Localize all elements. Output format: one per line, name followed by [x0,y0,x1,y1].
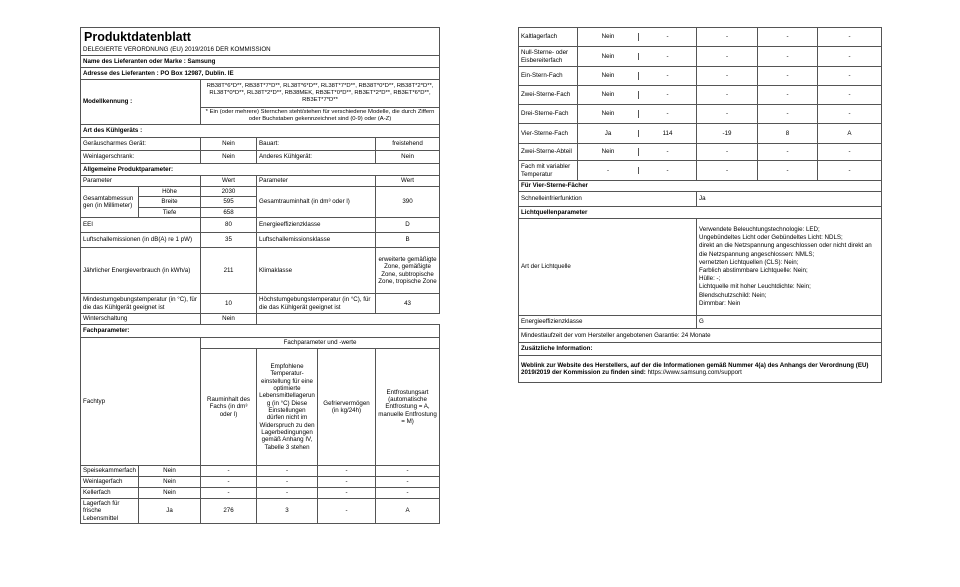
compartment-type: Speisekammerfach [81,466,139,477]
compartment-volume: - [666,72,669,80]
table-row [519,124,882,144]
compartment-temp: - [257,466,318,477]
compartment-freeze: - [318,477,376,488]
compartment-present: Nein [578,148,639,155]
noise-value: 35 [201,233,257,248]
light-header: Lichtquellenparameter [519,207,882,219]
model-note: * Ein (oder mehrere) Sternchen steht/stehen für verschiedene Modelle, die durch Ziffern oder Buchstaben gekennzeichnet sind (0-9) oder (A-Z) [201,108,440,125]
other-value: Nein [376,151,440,164]
compartment-freeze: - [758,47,818,67]
compartment-present: Nein [139,477,201,488]
energy-consumption-value: 211 [201,248,257,294]
compartment-defrost: - [376,466,440,477]
compartment-type: Vier-Sterne-Fach [519,124,578,144]
light-line: Lichtquelle mit hoher Leuchtdichte: Nein; [699,283,811,291]
light-line: Verwendete Beleuchtungstechnologie: LED; [699,226,820,234]
noise-label: Luftschallemissionen (in dB(A) re 1 pW) [81,233,201,248]
climate-value: erweiterte gemäßigte Zone, gemäßigte Zone, subtropische Zone, tropische Zone [376,248,440,294]
page-title: Produktdatenblatt [81,28,440,46]
compartment-volume: - [666,148,669,156]
depth-value: 658 [201,207,257,217]
value-col-header-2: Wert [376,176,440,187]
max-temp-value: 43 [376,294,440,314]
compartment-type: Ein-Stern-Fach [519,67,578,86]
compartment-freeze: - [758,144,818,161]
fast-freeze-value: Ja [697,192,882,207]
compartment-type-label: Fachtyp [81,338,201,466]
min-temp-value: 10 [201,294,257,314]
compartment-present: Nein [578,53,639,60]
compartment-volume: - [201,477,257,488]
type-header: Art des Kühlgeräts : [81,125,440,138]
compartment-freeze: - [318,488,376,499]
table-row [519,105,882,124]
width-value: 595 [201,197,257,207]
compartment-temp: -19 [697,124,758,144]
light-line: vernetzten Lichtquellen (CLS): Nein; [699,258,799,266]
compartment-freeze: - [758,86,818,105]
compartment-present: Nein [578,72,639,79]
compartment-defrost: - [818,86,882,105]
general-header: Allgemeine Produktparameter: [81,164,440,176]
table-row [519,28,882,47]
compartment-type: Kellerfach [81,488,139,499]
compartment-present: Nein [578,33,639,40]
supplier-address: Adresse des Lieferanten : PO Box 12987, Dublin. IE [81,68,440,80]
additional-header: Zusätzliche Information: [519,343,882,356]
compartment-temp: - [697,28,758,47]
compartment-temp: - [257,477,318,488]
table-row [519,86,882,105]
compartment-present: - [578,167,639,174]
height-label: Höhe [139,187,201,197]
compartment-defrost: - [818,144,882,161]
volume-label: Gesamtrauminhalt (in dm³ oder l) [257,187,376,218]
max-temp-label: Höchstumgebungstemperatur (in °C), für die das Kühlgerät geeignet ist [257,294,376,314]
compartment-params-header: Fachparameter und -werte [201,338,440,349]
dims-label: Gesamtabmessungen (in Millimeter) [81,187,139,218]
compartment-temp: - [697,144,758,161]
compartment-freeze: - [318,499,376,524]
winter-label: Winterschaltung [81,314,201,325]
compartment-volume: - [666,166,669,174]
compartment-header: Fachparameter: [81,325,440,338]
light-type-label: Art der Lichtquelle [519,219,697,316]
light-line: Blendschutzschild: Nein; [699,291,767,299]
right-datasheet-table [518,27,882,383]
model-ids: RB38T*6*D**, RB38T*7*D**, RL38T*6*D**, RL38T*7*D**, RB38T*0*D**, RB38T*2*D**, RL38T*0*D**, RL38T*2*D**, RB38MEK, RB3ET*0*D**, RB3ET*2*D**, RB3ET*6*D**, RB3ET*7*D** [201,80,440,108]
fast-freeze-label: Schnelleinfrierfunktion [519,192,697,207]
table-row [81,477,440,488]
model-label: Modellkennung : [81,80,201,125]
height-value: 2030 [201,187,257,197]
col-temp-header: Empfohlene Temperatur-einstellung für eine optimierte Lebensmittellagerung (in °C) Diese Einstellungen dürfen nicht im Widerspruch zu den Lagerbedingungen gemäß Anhang IV, Tabelle 3 stehen [257,349,318,466]
left-datasheet-table [80,27,440,524]
compartment-volume: - [201,488,257,499]
table-row [81,488,440,499]
compartment-volume: 276 [201,499,257,524]
compartment-present: Nein [139,466,201,477]
volume-value: 390 [376,187,440,218]
low-noise-label: Geräuscharmes Gerät: [81,138,201,151]
compartment-temp: - [697,161,758,181]
compartment-present: Ja [139,499,201,524]
regulation-subtitle: DELEGIERTE VERORDNUNG (EU) 2019/2016 DER KOMMISSION [81,46,440,56]
light-line: direkt an die Netzspannung angeschlossen oder nicht direkt an die Netzspannung angeschlossen: NMLS; [699,242,872,258]
compartment-type: Weinlagerfach [81,477,139,488]
col-defrost-header: Entfrostungsart (automatische Entfrostung = A, manuelle Entfrostung = M) [376,349,440,466]
weblink-text: Weblink zur Website des Herstellers, auf der die Informationen gemäß Nummer 4(a) des Anhangs der Verordnung (EU) 2019/2019 der Kommission zu finden sind: [521,361,869,376]
climate-label: Klimaklasse [257,248,376,294]
compartment-type: Kaltlagerfach [519,28,578,47]
light-class-value: G [697,316,882,329]
col-volume-header: Rauminhalt des Fachs (in dm³ oder l) [201,349,257,466]
width-label: Breite [139,197,201,207]
noise-class-value: B [376,233,440,248]
compartment-freeze: - [758,28,818,47]
compartment-present: Ja [578,130,639,137]
design-label: Bauart: [257,138,376,151]
other-label: Anderes Kühlgerät: [257,151,376,164]
compartment-defrost: - [818,28,882,47]
noise-class-label: Luftschallemissionsklasse [257,233,376,248]
compartment-type: Drei-Sterne-Fach [519,105,578,124]
compartment-defrost: - [818,47,882,67]
table-row [519,161,882,181]
compartment-type: Zwei-Sterne-Abteil [519,144,578,161]
compartment-type: Zwei-Sterne-Fach [519,86,578,105]
light-line: Ungebündeltes Licht oder Gebündeltes Licht: NDLS; [699,234,843,242]
compartment-freeze: 8 [758,124,818,144]
weblink-cell [519,356,882,383]
compartment-defrost: - [376,477,440,488]
compartment-present: Nein [578,91,639,98]
supplier-name: Name des Lieferanten oder Marke : Samsung [81,56,440,68]
design-value: freistehend [376,138,440,151]
compartment-temp: - [697,67,758,86]
table-row [519,67,882,86]
depth-label: Tiefe [139,207,201,217]
compartment-temp: - [697,86,758,105]
wine-value: Nein [201,151,257,164]
wine-label: Weinlagerschrank: [81,151,201,164]
compartment-volume: 114 [662,129,673,137]
compartment-temp: - [697,105,758,124]
compartment-temp: 3 [257,499,318,524]
compartment-freeze: - [318,466,376,477]
col-freeze-header: Gefriervermögen (in kg/24h) [318,349,376,466]
eei-value: 80 [201,218,257,233]
compartment-present: Nein [139,488,201,499]
compartment-defrost: - [818,161,882,181]
compartment-defrost: A [376,499,440,524]
compartment-freeze: - [758,161,818,181]
light-line: Dimmbar: Nein [699,299,741,307]
warranty-text: Mindestlaufzeit der vom Hersteller angebotenen Garantie: 24 Monate [519,329,882,343]
light-details [697,219,882,316]
light-class-label: Energieeffizienzklasse [519,316,697,329]
table-row [81,499,440,524]
energy-consumption-label: Jährlicher Energieverbrauch (in kWh/a) [81,248,201,294]
compartment-freeze: - [758,105,818,124]
table-row [519,47,882,67]
energy-class-label: Energieeffizienzklasse [257,218,376,233]
low-noise-value: Nein [201,138,257,151]
param-col-header-2: Parameter [257,176,376,187]
energy-class-value: D [376,218,440,233]
compartment-defrost: - [376,488,440,499]
compartment-volume: - [666,91,669,99]
compartment-freeze: - [758,67,818,86]
compartment-defrost: - [818,67,882,86]
light-line: Farblich abstimmbare Lichtquelle: Nein; [699,267,808,274]
weblink-url[interactable]: https://www.samsung.com/support [647,369,742,376]
compartment-present: Nein [578,110,639,117]
table-row [81,466,440,477]
compartment-volume: - [666,110,669,118]
light-line: Hülle: -; [699,275,721,283]
compartment-defrost: A [818,124,882,144]
four-star-header: Für Vier-Sterne-Fächer [519,181,882,192]
compartment-type: Fach mit variabler Temperatur [519,161,578,181]
winter-value: Nein [201,314,257,325]
compartment-defrost: - [818,105,882,124]
compartment-volume: - [201,466,257,477]
compartment-type: Lagerfach für frische Lebensmittel [81,499,139,524]
compartment-temp: - [697,47,758,67]
compartment-volume: - [666,33,669,41]
compartment-type: Null-Sterne- oder Eisbereiterfach [519,47,578,67]
eei-label: EEI [81,218,201,233]
min-temp-label: Mindestumgebungstemperatur (in °C), für die das Kühlgerät geeignet ist [81,294,201,314]
compartment-temp: - [257,488,318,499]
param-col-header: Parameter [81,176,201,187]
table-row [519,144,882,161]
compartment-volume: - [666,52,669,60]
value-col-header: Wert [201,176,257,187]
